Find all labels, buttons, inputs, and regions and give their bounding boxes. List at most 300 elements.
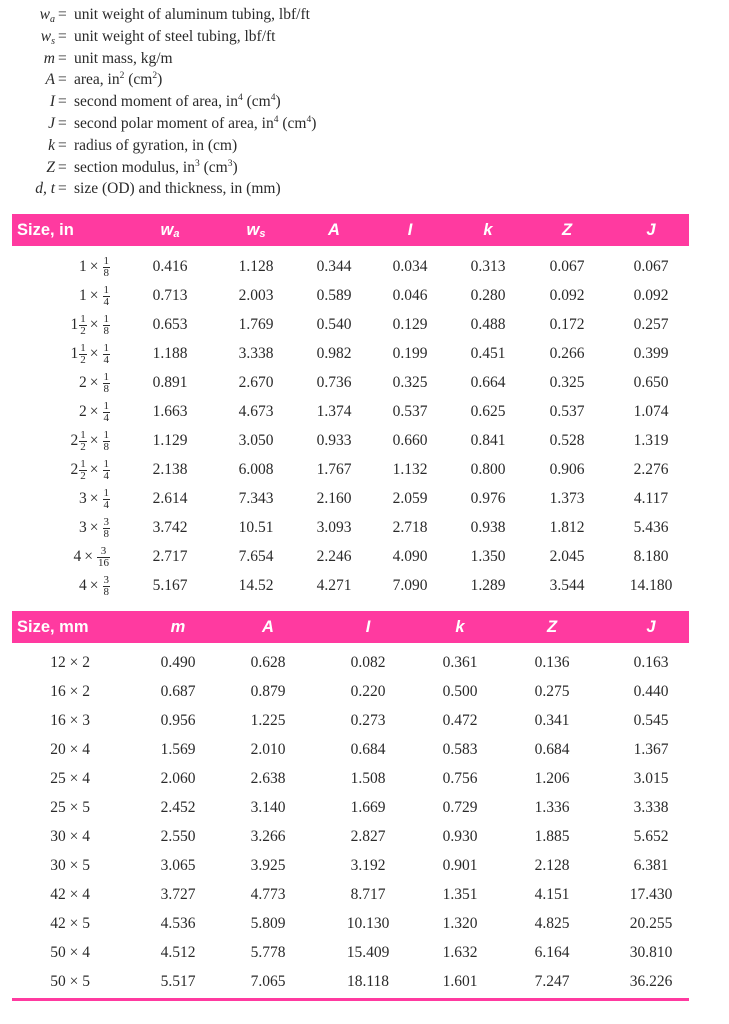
size-cell-in: 1 × $\frac{1}{4}$	[79, 283, 109, 308]
cell-j: 3.015	[633, 770, 669, 787]
header-section-modulus: Z	[546, 618, 558, 636]
times-sign: ×	[89, 461, 99, 478]
cell-ws: 1.769	[238, 316, 274, 333]
fraction-numerator: 3	[103, 573, 109, 586]
cell-i: 0.273	[350, 712, 386, 729]
cell-m: 2.550	[160, 828, 196, 845]
size-cell-in: 3 × $\frac{3}{8}$	[79, 515, 109, 540]
legend-row	[0, 26, 729, 48]
cell-z: 1.206	[534, 770, 570, 787]
cell-i: 0.129	[392, 316, 428, 333]
table-row	[12, 706, 689, 735]
header-mass: m	[170, 618, 186, 636]
fraction-numerator: 3	[103, 515, 109, 528]
cell-z: 0.275	[534, 683, 570, 700]
size-thickness-fraction	[103, 517, 111, 540]
header-radius-gyration: k	[483, 221, 493, 239]
fraction-denominator: 2	[80, 353, 86, 366]
cell-i: 18.118	[346, 973, 390, 990]
size-cell-mm: 16 × 2	[50, 683, 90, 700]
table-row	[12, 909, 689, 938]
cell-a: 0.879	[250, 683, 286, 700]
table-row	[12, 455, 689, 484]
cell-m: 3.727	[160, 886, 196, 903]
legend-symbol-subscript: a	[50, 14, 55, 25]
table-row	[12, 426, 689, 455]
fraction-denominator: 8	[103, 382, 109, 395]
legend-equals: =	[58, 27, 67, 45]
cell-wa: 2.717	[152, 548, 188, 565]
cell-a: 0.933	[316, 432, 352, 449]
cell-a: 1.225	[250, 712, 286, 729]
table-row	[12, 310, 689, 339]
cell-z: 1.885	[534, 828, 570, 845]
cell-ws: 10.51	[238, 519, 274, 536]
cell-j: 4.117	[633, 490, 669, 507]
cell-a: 3.925	[250, 857, 286, 874]
size-mixed-fraction	[79, 314, 87, 337]
cell-z: 1.336	[534, 799, 570, 816]
cell-z: 6.164	[534, 944, 570, 961]
legend-description: area, $in^2$ $(cm^2)$	[74, 71, 163, 89]
fraction-numerator: 1	[103, 399, 109, 412]
legend-symbol: A	[45, 71, 55, 89]
table-row	[12, 967, 689, 996]
fraction-numerator: 3	[97, 546, 110, 558]
size-thickness-fraction	[103, 343, 111, 366]
size-cell-mm: 30 × 4	[50, 828, 90, 845]
cell-k: 0.976	[470, 490, 506, 507]
cell-j: 0.399	[633, 345, 669, 362]
cell-j: 5.436	[633, 519, 669, 536]
cell-k: 0.500	[442, 683, 478, 700]
size-cell-in: 1 × $\frac{1}{8}$	[79, 254, 109, 279]
cell-z: 0.341	[534, 712, 570, 729]
cell-i: 0.034	[392, 258, 428, 275]
cell-ws: 6.008	[238, 461, 274, 478]
size-cell-in: 2 × $\frac{1}{4}$	[79, 399, 109, 424]
size-thickness-fraction	[103, 488, 111, 511]
table-row	[12, 339, 689, 368]
size-cell-in: 1 $\frac{1}{2}$ × $\frac{1}{8}$	[70, 312, 109, 337]
table-row	[12, 735, 689, 764]
cell-j: 0.650	[633, 374, 669, 391]
cell-k: 0.280	[470, 287, 506, 304]
cell-m: 2.452	[160, 799, 196, 816]
cell-wa: 2.614	[152, 490, 188, 507]
cell-j: 20.255	[629, 915, 673, 932]
cell-j: 0.545	[633, 712, 669, 729]
cell-a: 5.778	[250, 944, 286, 961]
cell-m: 4.512	[160, 944, 196, 961]
cell-j: 30.810	[629, 944, 673, 961]
fraction-denominator: 8	[103, 266, 109, 279]
cell-i: 0.199	[392, 345, 428, 362]
table-row	[12, 677, 689, 706]
cell-j: 1.319	[633, 432, 669, 449]
cell-k: 0.313	[470, 258, 506, 275]
cell-ws: 7.654	[238, 548, 274, 565]
legend-row	[0, 4, 729, 26]
cell-a: 2.160	[316, 490, 352, 507]
cell-k: 0.901	[442, 857, 478, 874]
table-row	[12, 851, 689, 880]
cell-i: 2.827	[350, 828, 386, 845]
legend-row	[0, 69, 729, 91]
header-size-mm: Size, mm	[17, 618, 89, 636]
cell-z: 7.247	[534, 973, 570, 990]
fraction-denominator: 4	[103, 353, 109, 366]
cell-j: 0.163	[633, 654, 669, 671]
legend-symbol: d, t	[35, 180, 55, 198]
cell-a: 0.344	[316, 258, 352, 275]
table-bottom-rule	[12, 998, 689, 1001]
cell-k: 0.583	[442, 741, 478, 758]
cell-wa: 5.167	[152, 577, 188, 594]
fraction-numerator: 1	[80, 341, 86, 354]
table-row	[12, 793, 689, 822]
fraction-denominator: 4	[103, 469, 109, 482]
cell-z: 4.825	[534, 915, 570, 932]
header-ws: ws	[246, 221, 266, 240]
table-row	[12, 542, 689, 571]
cell-wa: 0.891	[152, 374, 188, 391]
fraction-numerator: 1	[80, 428, 86, 441]
legend-description: section modulus, $in^3$ $(cm^3)$	[74, 158, 238, 176]
cell-a: 0.982	[316, 345, 352, 362]
size-cell-mm: 25 × 5	[50, 799, 90, 816]
cell-k: 0.664	[470, 374, 506, 391]
legend-symbol: J	[48, 114, 55, 132]
cell-a: 7.065	[250, 973, 286, 990]
legend-symbol: k	[48, 136, 55, 154]
table-row	[12, 764, 689, 793]
legend-row	[0, 113, 729, 135]
legend-equals: =	[58, 71, 67, 89]
size-thickness-fraction	[103, 372, 111, 395]
cell-i: 0.684	[350, 741, 386, 758]
cell-a: 3.140	[250, 799, 286, 816]
size-cell-mm: 25 × 4	[50, 770, 90, 787]
cell-a: 2.010	[250, 741, 286, 758]
cell-j: 0.440	[633, 683, 669, 700]
legend-description: unit mass, kg/m	[74, 49, 173, 67]
cell-k: 0.938	[470, 519, 506, 536]
times-sign: ×	[89, 403, 99, 420]
cell-wa: 0.713	[152, 287, 188, 304]
table-row	[12, 938, 689, 967]
cell-a: 0.589	[316, 287, 352, 304]
size-cell-in: 3 × $\frac{1}{4}$	[79, 486, 109, 511]
cell-m: 1.569	[160, 741, 196, 758]
legend-row	[0, 91, 729, 113]
fraction-denominator: 8	[103, 440, 109, 453]
times-sign: ×	[89, 374, 99, 391]
size-thickness-fraction	[103, 430, 111, 453]
legend-equals: =	[58, 93, 67, 111]
fraction-denominator: 8	[103, 585, 109, 598]
fraction-numerator: 1	[103, 428, 109, 441]
cell-a: 5.809	[250, 915, 286, 932]
size-cell-mm: 20 × 4	[50, 741, 90, 758]
cell-k: 1.351	[442, 886, 478, 903]
cell-a: 0.628	[250, 654, 286, 671]
size-thickness-fraction	[103, 459, 111, 482]
legend-row	[0, 157, 729, 179]
fraction-denominator: 2	[80, 440, 86, 453]
legend-equals: =	[58, 180, 67, 198]
cell-j: 8.180	[633, 548, 669, 565]
table-row	[12, 368, 689, 397]
cell-a: 1.374	[316, 403, 352, 420]
cell-m: 0.687	[160, 683, 196, 700]
fraction-numerator: 1	[80, 312, 86, 325]
cell-z: 0.528	[549, 432, 585, 449]
legend-equals: =	[58, 158, 67, 176]
size-cell-in: 2 $\frac{1}{2}$ × $\frac{1}{4}$	[70, 457, 109, 482]
legend-symbol: Z	[46, 158, 55, 176]
table-row	[12, 252, 689, 281]
size-mixed-fraction	[79, 343, 87, 366]
times-sign: ×	[89, 316, 99, 333]
cell-i: 15.409	[346, 944, 390, 961]
cell-ws: 3.050	[238, 432, 274, 449]
cell-j: 0.257	[633, 316, 669, 333]
legend-row	[0, 135, 729, 157]
cell-i: 1.508	[350, 770, 386, 787]
inch-tubing-table	[12, 214, 689, 604]
size-cell-mm: 42 × 5	[50, 915, 90, 932]
cell-i: 1.669	[350, 799, 386, 816]
cell-k: 0.756	[442, 770, 478, 787]
cell-ws: 2.003	[238, 287, 274, 304]
cell-k: 1.601	[442, 973, 478, 990]
fraction-numerator: 1	[103, 283, 109, 296]
table-row	[12, 513, 689, 542]
size-thickness-fraction	[103, 401, 111, 424]
cell-i: 7.090	[392, 577, 428, 594]
cell-z: 0.906	[549, 461, 585, 478]
cell-z: 0.092	[549, 287, 585, 304]
cell-i: 3.192	[350, 857, 386, 874]
table-row	[12, 880, 689, 909]
cell-a: 3.266	[250, 828, 286, 845]
cell-ws: 14.52	[238, 577, 274, 594]
cell-wa: 1.188	[152, 345, 188, 362]
cell-i: 0.220	[350, 683, 386, 700]
cell-z: 2.128	[534, 857, 570, 874]
cell-m: 0.490	[160, 654, 196, 671]
cell-k: 0.361	[442, 654, 478, 671]
size-cell-in: 2 × $\frac{1}{8}$	[79, 370, 109, 395]
cell-a: 4.773	[250, 886, 286, 903]
cell-j: 36.226	[629, 973, 673, 990]
cell-j: 6.381	[633, 857, 669, 874]
cell-wa: 1.663	[152, 403, 188, 420]
cell-i: 0.325	[392, 374, 428, 391]
header-area: A	[262, 618, 274, 636]
cell-z: 3.544	[549, 577, 585, 594]
cell-z: 0.067	[549, 258, 585, 275]
header-size-in: Size, in	[17, 221, 74, 239]
inch-table-header	[12, 214, 689, 246]
times-sign: ×	[89, 519, 99, 536]
size-cell-mm: 16 × 3	[50, 712, 90, 729]
cell-i: 0.046	[392, 287, 428, 304]
table-row	[12, 822, 689, 851]
cell-ws: 4.673	[238, 403, 274, 420]
size-cell-mm: 30 × 5	[50, 857, 90, 874]
cell-m: 3.065	[160, 857, 196, 874]
size-cell-in: 1 $\frac{1}{2}$ × $\frac{1}{4}$	[70, 341, 109, 366]
legend-symbol-subscript: s	[51, 35, 55, 47]
cell-k: 1.320	[442, 915, 478, 932]
size-thickness-fraction	[97, 546, 110, 569]
symbol-legend	[0, 4, 729, 200]
legend-equals: =	[58, 6, 67, 23]
header-second-moment: I	[407, 221, 413, 239]
cell-m: 2.060	[160, 770, 196, 787]
cell-a: 3.093	[316, 519, 352, 536]
cell-k: 0.729	[442, 799, 478, 816]
cell-a: 0.736	[316, 374, 352, 391]
fraction-numerator: 1	[103, 312, 109, 325]
fraction-numerator: 1	[80, 457, 86, 470]
fraction-denominator: 2	[80, 324, 86, 337]
cell-k: 1.632	[442, 944, 478, 961]
legend-description: second moment of area, $in^4$ $(cm^4)$	[74, 93, 281, 111]
cell-j: 0.092	[633, 287, 669, 304]
size-cell-mm: 50 × 5	[50, 973, 90, 990]
cell-i: 8.717	[350, 886, 386, 903]
cell-j: 17.430	[629, 886, 673, 903]
cell-i: 0.082	[350, 654, 386, 671]
cell-i: 0.660	[392, 432, 428, 449]
cell-z: 4.151	[534, 886, 570, 903]
times-sign: ×	[89, 287, 99, 304]
legend-equals: =	[58, 49, 67, 67]
cell-z: 0.325	[549, 374, 585, 391]
cell-a: 4.271	[316, 577, 352, 594]
cell-j: 0.067	[633, 258, 669, 275]
legend-symbol: I	[49, 93, 55, 111]
table-row	[12, 397, 689, 426]
cell-m: 4.536	[160, 915, 196, 932]
cell-k: 0.800	[470, 461, 506, 478]
cell-m: 5.517	[160, 973, 196, 990]
fraction-numerator: 1	[103, 254, 109, 267]
size-cell-mm: 42 × 4	[50, 886, 90, 903]
header-wa: wa	[160, 221, 180, 240]
header-polar-moment: J	[646, 221, 656, 239]
size-cell-in: 4 × $\frac{3}{8}$	[79, 573, 109, 598]
fraction-numerator: 1	[103, 341, 109, 354]
size-thickness-fraction	[103, 256, 111, 279]
cell-z: 0.537	[549, 403, 585, 420]
legend-description: radius of gyration, in (cm)	[74, 136, 238, 154]
cell-z: 0.266	[549, 345, 585, 362]
cell-z: 1.373	[549, 490, 585, 507]
size-cell-in: 2 $\frac{1}{2}$ × $\frac{1}{8}$	[70, 428, 109, 453]
fraction-numerator: 1	[103, 486, 109, 499]
cell-k: 0.472	[442, 712, 478, 729]
cell-j: 1.367	[633, 741, 669, 758]
cell-m: 0.956	[160, 712, 196, 729]
cell-k: 1.289	[470, 577, 506, 594]
times-sign: ×	[89, 577, 99, 594]
cell-i: 2.059	[392, 490, 428, 507]
cell-wa: 0.416	[152, 258, 188, 275]
legend-row	[0, 48, 729, 70]
fraction-denominator: 4	[103, 498, 109, 511]
cell-k: 0.451	[470, 345, 506, 362]
cell-ws: 2.670	[238, 374, 274, 391]
fraction-denominator: 8	[103, 527, 109, 540]
cell-i: 2.718	[392, 519, 428, 536]
header-area: A	[328, 221, 340, 239]
times-sign: ×	[89, 490, 99, 507]
cell-i: 1.132	[392, 461, 428, 478]
cell-z: 0.136	[534, 654, 570, 671]
size-mixed-fraction	[79, 459, 87, 482]
fraction-denominator: 8	[103, 324, 109, 337]
cell-a: 0.540	[316, 316, 352, 333]
legend-equals: =	[58, 114, 67, 132]
cell-k: 0.841	[470, 432, 506, 449]
fraction-denominator: 4	[103, 411, 109, 424]
size-cell-mm: 12 × 2	[50, 654, 90, 671]
header-section-modulus: Z	[561, 221, 573, 239]
times-sign: ×	[84, 548, 93, 565]
size-cell-mm: 50 × 4	[50, 944, 90, 961]
cell-j: 5.652	[633, 828, 669, 845]
size-thickness-fraction	[103, 314, 111, 337]
fraction-numerator: 1	[103, 457, 109, 470]
times-sign: ×	[89, 432, 99, 449]
table-row	[12, 281, 689, 310]
mm-tubing-table	[12, 611, 689, 996]
cell-wa: 3.742	[152, 519, 188, 536]
fraction-denominator: 2	[80, 469, 86, 482]
cell-ws: 7.343	[238, 490, 274, 507]
times-sign: ×	[89, 345, 99, 362]
header-second-moment: I	[365, 618, 371, 636]
cell-ws: 1.128	[238, 258, 274, 275]
legend-equals: =	[58, 136, 67, 154]
cell-z: 0.172	[549, 316, 585, 333]
mm-table-header	[12, 611, 689, 643]
cell-k: 1.350	[470, 548, 506, 565]
cell-k: 0.625	[470, 403, 506, 420]
cell-j: 14.180	[629, 577, 673, 594]
header-polar-moment: J	[646, 618, 656, 636]
cell-z: 2.045	[549, 548, 585, 565]
legend-symbol: $w_a$	[39, 6, 55, 25]
legend-description: unit weight of aluminum tubing, lbf/ft	[74, 6, 310, 23]
cell-j: 3.338	[633, 799, 669, 816]
cell-k: 0.930	[442, 828, 478, 845]
cell-wa: 1.129	[152, 432, 188, 449]
legend-description: unit weight of steel tubing, lbf/ft	[74, 27, 276, 45]
legend-description: size (OD) and thickness, in (mm)	[74, 180, 281, 198]
times-sign: ×	[89, 258, 99, 275]
cell-a: 2.246	[316, 548, 352, 565]
cell-wa: 2.138	[152, 461, 188, 478]
table-row	[12, 648, 689, 677]
cell-j: 1.074	[633, 403, 669, 420]
cell-wa: 0.653	[152, 316, 188, 333]
legend-row	[0, 178, 729, 200]
